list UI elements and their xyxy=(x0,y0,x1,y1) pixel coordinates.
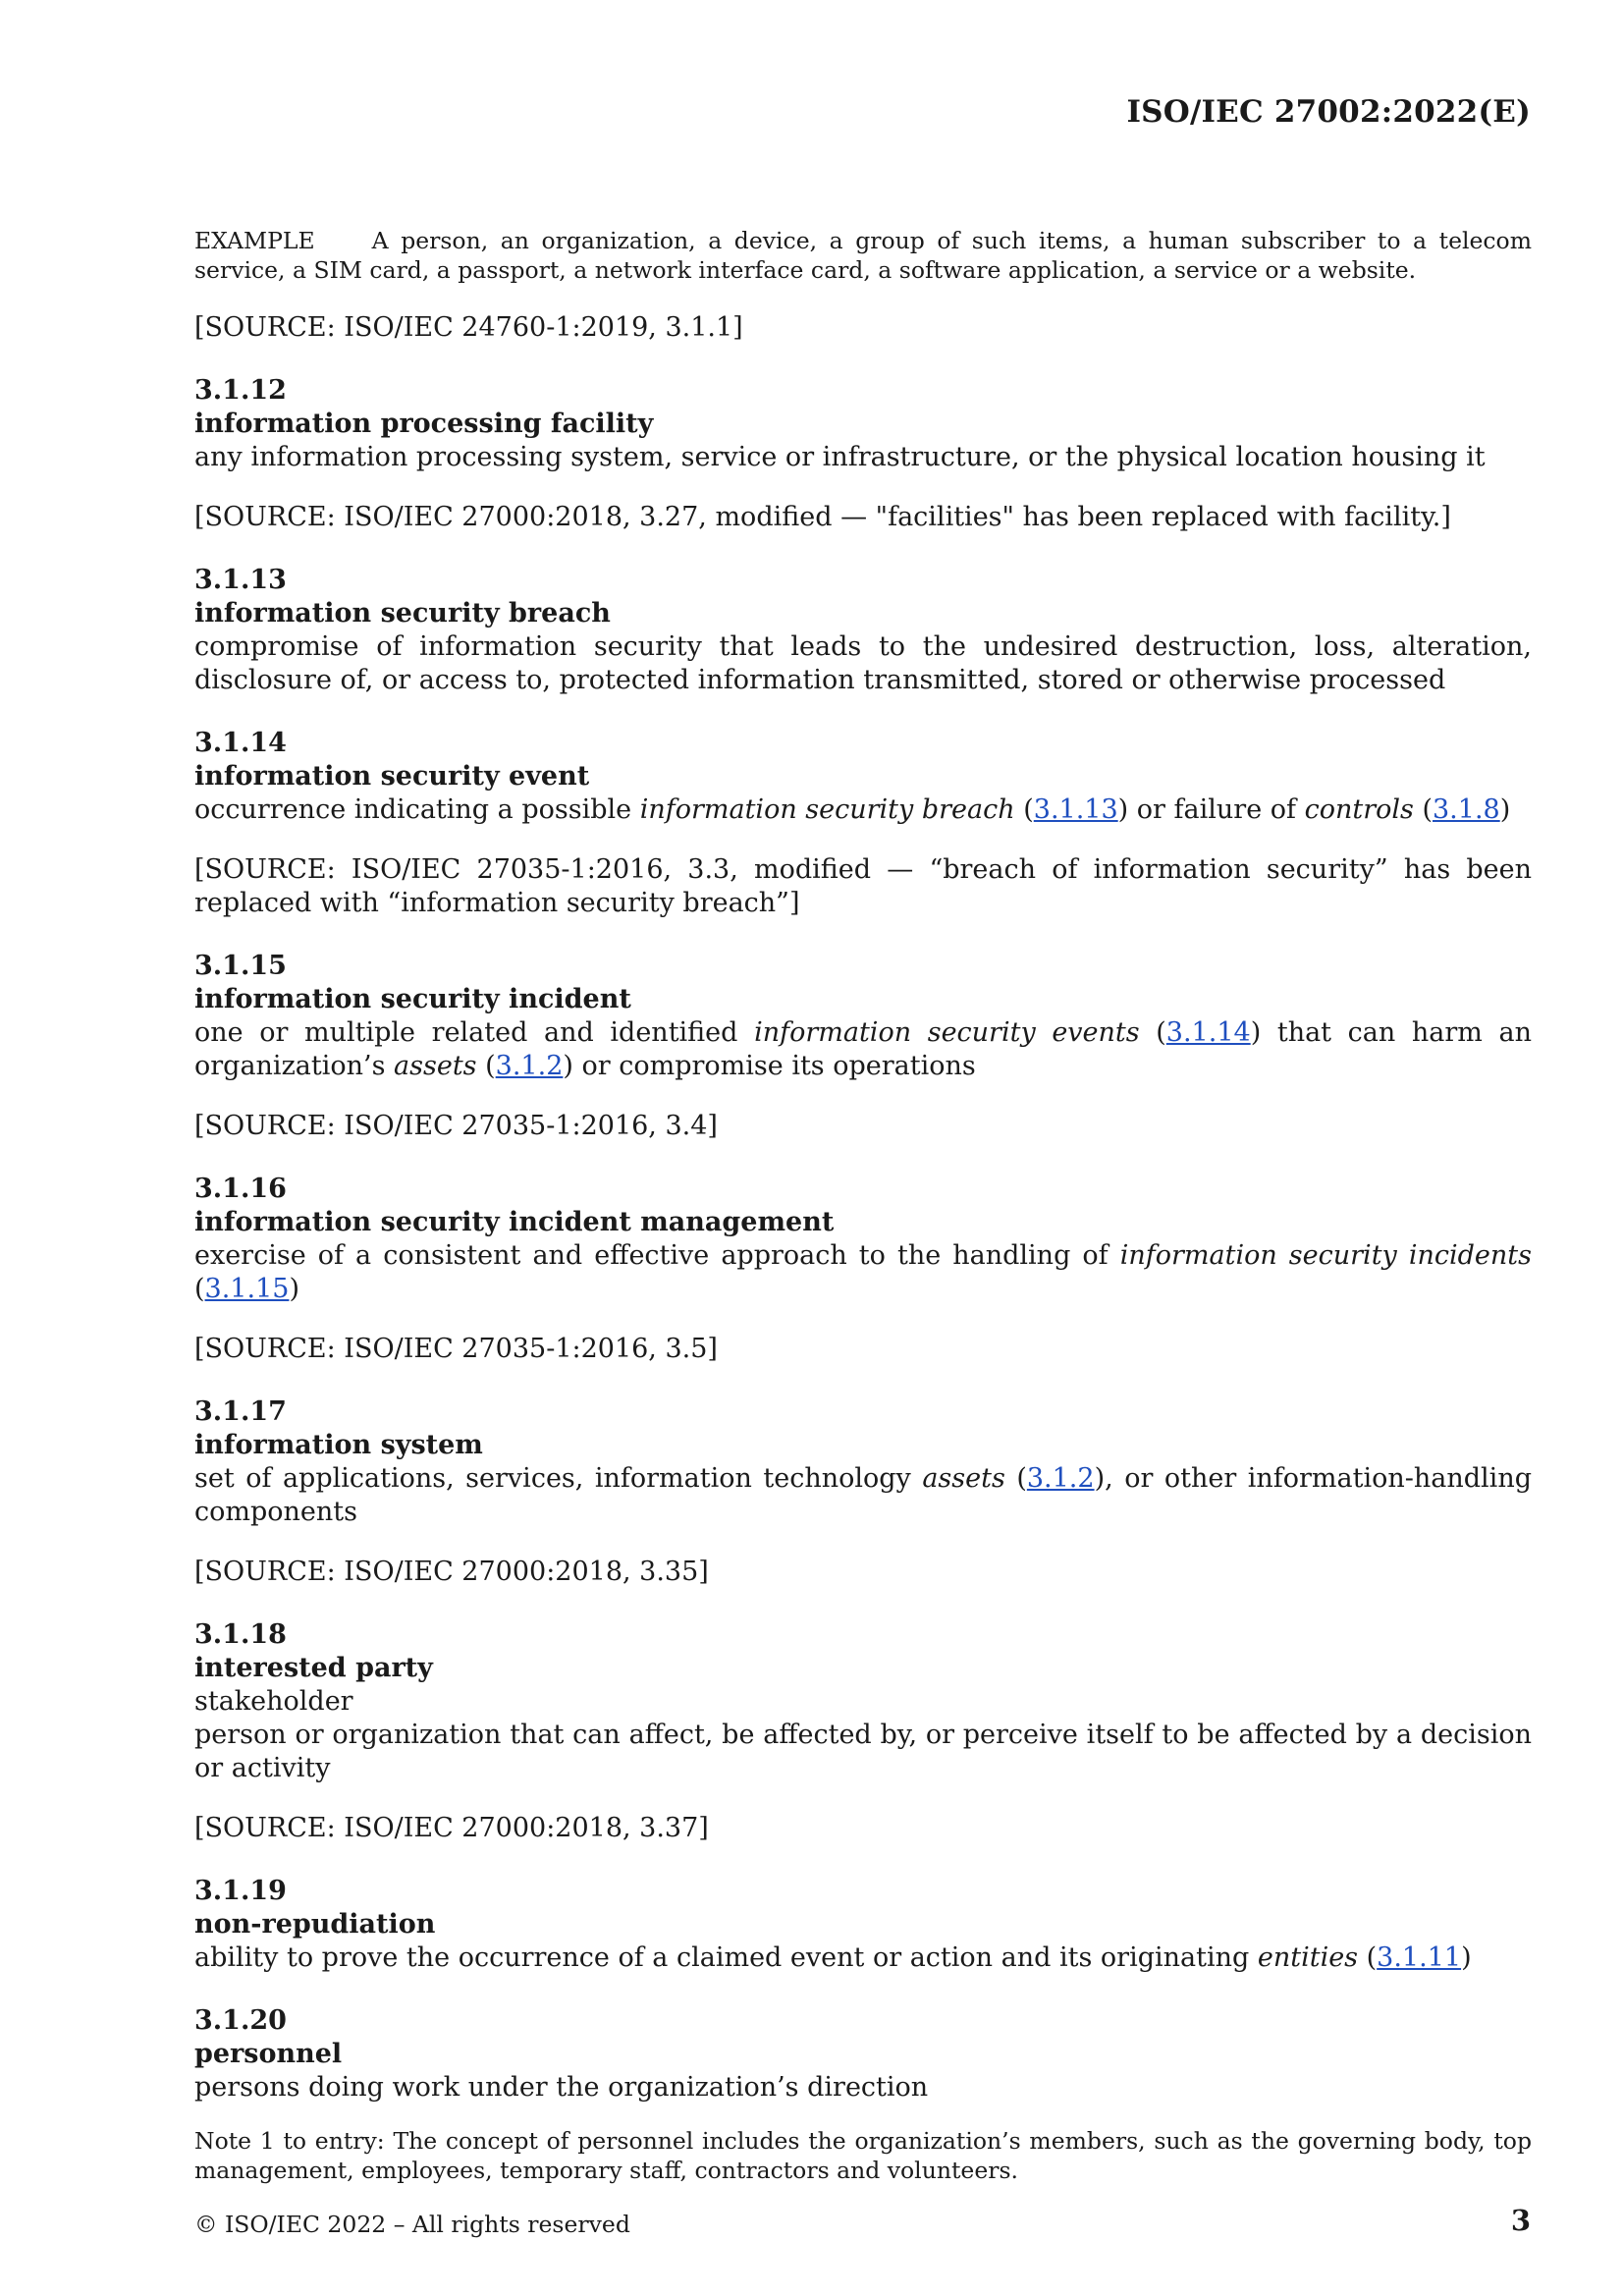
example-label: EXAMPLE xyxy=(194,227,315,254)
term-entry-3-1-12 xyxy=(194,374,1532,534)
term-definition: compromise of information security that leads to the undesired destruction, loss, alteration, disclosure of, or access to, protected information transmitted, stored or otherwise processed xyxy=(194,631,1532,695)
note-to-entry: Note 1 to entry: The concept of personnel includes the organization’s members, such as the governing body, top management, employees, temporary staff, contractors and volunteers. xyxy=(194,2127,1532,2184)
term-entry-3-1-14 xyxy=(194,727,1532,920)
page-number: 3 xyxy=(1510,2204,1531,2237)
term-number: 3.1.18 xyxy=(194,1619,287,1650)
term-number: 3.1.14 xyxy=(194,728,287,758)
definition-text: one or multiple related and identified xyxy=(194,1017,755,1048)
source-reference: [SOURCE: ISO/IEC 27000:2018, 3.37] xyxy=(194,1813,709,1843)
term-entry-3-1-17 xyxy=(194,1395,1532,1589)
cross-reference-link[interactable]: 3.1.2 xyxy=(495,1051,564,1081)
term-name: personnel xyxy=(194,2039,343,2069)
source-reference: [SOURCE: ISO/IEC 27035-1:2016, 3.5] xyxy=(194,1334,718,1364)
term-definition: any information processing system, service or infrastructure, or the physical location housing it xyxy=(194,442,1486,472)
definition-text: ( xyxy=(1004,1463,1027,1494)
term-number: 3.1.17 xyxy=(194,1396,287,1427)
definition-text: ) or compromise its operations xyxy=(563,1051,976,1081)
defined-term-reference: assets xyxy=(922,1463,1005,1494)
definition-text: ( xyxy=(1014,794,1034,825)
definition-text: ( xyxy=(1413,794,1433,825)
term-number: 3.1.12 xyxy=(194,375,287,406)
admitted-term: stakeholder xyxy=(194,1686,353,1717)
definition-text: occurrence indicating a possible xyxy=(194,794,640,825)
term-number: 3.1.15 xyxy=(194,951,287,981)
term-definition xyxy=(194,1016,1532,1083)
footer-copyright: © ISO/IEC 2022 – All rights reserved xyxy=(194,2211,630,2238)
term-definition xyxy=(194,1239,1532,1306)
document-header-id: ISO/IEC 27002:2022(E) xyxy=(1126,94,1531,130)
defined-term-reference: assets xyxy=(394,1051,477,1081)
definition-text: ( xyxy=(1139,1017,1166,1048)
definition-text: ), or other information-handling components xyxy=(194,1463,1532,1527)
term-entry-3-1-13 xyxy=(194,564,1532,697)
term-name: information security incident xyxy=(194,984,631,1014)
cross-reference-link[interactable]: 3.1.13 xyxy=(1033,794,1118,825)
source-reference: [SOURCE: ISO/IEC 27000:2018, 3.35] xyxy=(194,1557,709,1587)
term-entry-3-1-19 xyxy=(194,1875,1532,1975)
source-reference: [SOURCE: ISO/IEC 27000:2018, 3.27, modified — "facilities" has been replaced with facility.] xyxy=(194,502,1451,532)
example-text: A person, an organization, a device, a group of such items, a human subscriber to a telecom service, a SIM card, a passport, a network interface card, a software application, a service or a website. xyxy=(194,227,1532,284)
defined-term-reference: controls xyxy=(1304,794,1414,825)
source-reference: [SOURCE: ISO/IEC 27035-1:2016, 3.4] xyxy=(194,1111,718,1141)
definition-text: ) xyxy=(1499,794,1511,825)
term-name: interested party xyxy=(194,1653,433,1683)
cross-reference-link[interactable]: 3.1.15 xyxy=(204,1274,290,1304)
definition-text: ability to prove the occurrence of a claimed event or action and its originating xyxy=(194,1942,1258,1973)
term-number: 3.1.13 xyxy=(194,565,287,595)
definition-text: ) or failure of xyxy=(1117,794,1305,825)
definition-text: ( xyxy=(476,1051,496,1081)
term-name: information system xyxy=(194,1430,483,1460)
defined-term-reference: information security breach xyxy=(639,794,1015,825)
definition-text: set of applications, services, information technology xyxy=(194,1463,923,1494)
defined-term-reference: entities xyxy=(1257,1942,1359,1973)
source-reference: [SOURCE: ISO/IEC 24760-1:2019, 3.1.1] xyxy=(194,312,743,343)
source-reference: [SOURCE: ISO/IEC 27035-1:2016, 3.3, modified — “breach of information security” has been replaced with “information security breach”] xyxy=(194,854,1532,918)
cross-reference-link[interactable]: 3.1.8 xyxy=(1433,794,1500,825)
cross-reference-link[interactable]: 3.1.11 xyxy=(1377,1942,1462,1973)
definition-text: ) xyxy=(289,1274,299,1304)
term-number: 3.1.16 xyxy=(194,1174,287,1204)
document-body xyxy=(194,226,1532,2185)
term-definition xyxy=(194,1462,1532,1529)
cross-reference-link[interactable]: 3.1.2 xyxy=(1026,1463,1095,1494)
term-name: information processing facility xyxy=(194,409,654,439)
definition-text: ( xyxy=(194,1274,205,1304)
term-definition: persons doing work under the organization’s direction xyxy=(194,2072,929,2103)
definition-text: exercise of a consistent and effective approach to the handling of xyxy=(194,1240,1120,1271)
definition-text: ) that can harm an organization’s xyxy=(194,1017,1532,1081)
term-definition: person or organization that can affect, be affected by, or perceive itself to be affected by a decision or activity xyxy=(194,1720,1532,1783)
definition-text: ( xyxy=(1358,1942,1378,1973)
term-number: 3.1.19 xyxy=(194,1876,287,1906)
term-number: 3.1.20 xyxy=(194,2005,287,2036)
cross-reference-link[interactable]: 3.1.14 xyxy=(1165,1017,1251,1048)
term-name: information security breach xyxy=(194,598,611,629)
term-name: information security incident management xyxy=(194,1207,835,1237)
term-name: non-repudiation xyxy=(194,1909,436,1940)
term-entry-3-1-16 xyxy=(194,1173,1532,1366)
term-entry-3-1-20 xyxy=(194,2004,1532,2185)
term-entry-3-1-18 xyxy=(194,1618,1532,1845)
term-name: information security event xyxy=(194,761,590,792)
definition-text: ) xyxy=(1461,1942,1472,1973)
term-entry-3-1-15 xyxy=(194,950,1532,1143)
term-definition xyxy=(194,793,1532,827)
term-definition xyxy=(194,1941,1532,1975)
example-paragraph xyxy=(194,226,1532,285)
defined-term-reference: information security events xyxy=(754,1017,1140,1048)
defined-term-reference: information security incidents xyxy=(1119,1240,1532,1271)
